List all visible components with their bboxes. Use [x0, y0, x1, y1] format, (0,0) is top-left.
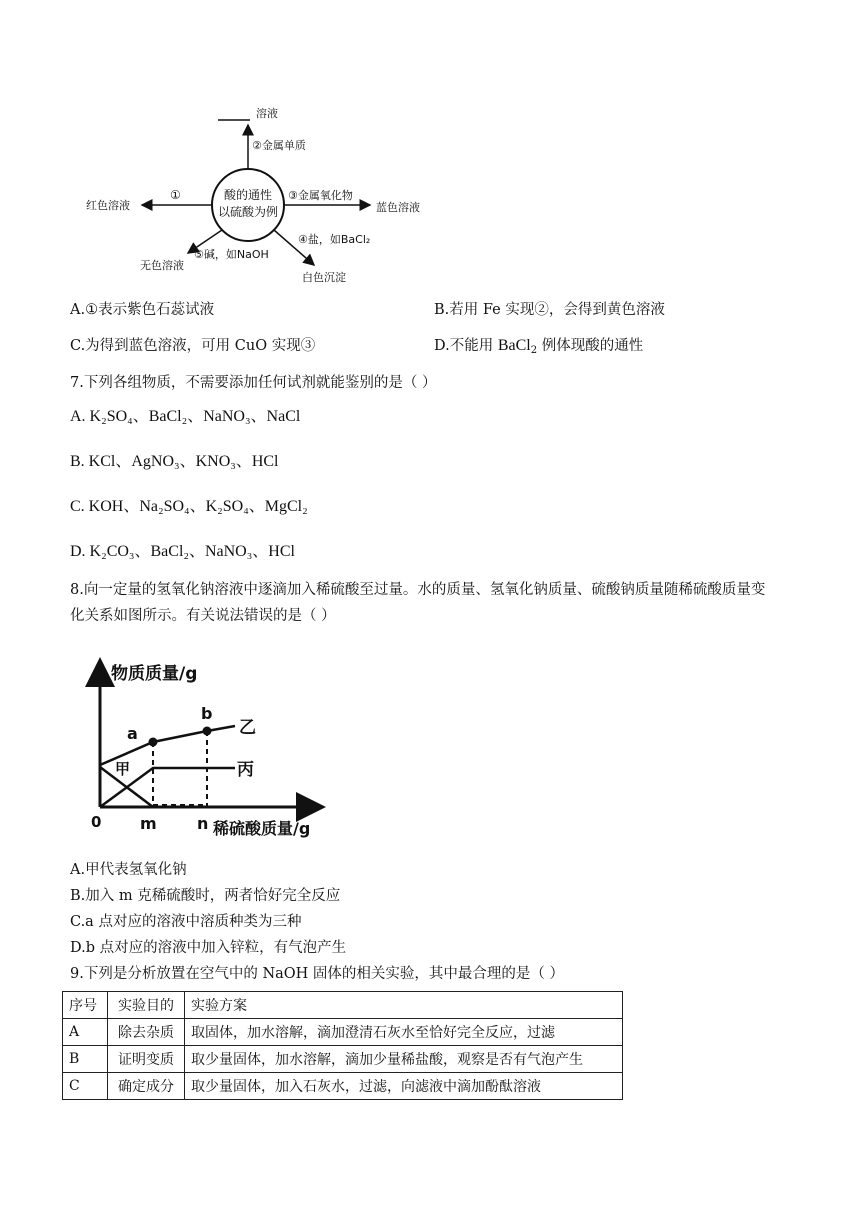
q8-stem-line2: 化关系如图所示。有关说法错误的是（ ）: [70, 608, 336, 624]
origin-label: 0: [91, 813, 102, 831]
table-row: [63, 1046, 623, 1073]
row-plan: 取少量固体，加入石灰水，过滤，向滤液中滴加酚酞溶液: [185, 1073, 623, 1100]
left-label: ①: [170, 188, 181, 202]
q6-option-d-prefix: D.不能用: [434, 338, 498, 354]
q9-table: [62, 991, 623, 1100]
tick-n: n: [197, 814, 209, 833]
q6-option-b: B.若用 Fe 实现②，会得到黄色溶液: [434, 302, 665, 318]
lower-left-end-text: 无色溶液: [140, 259, 184, 272]
series-yi-label: 乙: [239, 718, 256, 738]
right-end-text: 蓝色溶液: [376, 201, 420, 214]
q6-option-d-suffix: 例体现酸的通性: [537, 338, 644, 354]
q9-stem: 9.下列是分析放置在空气中的 NaOH 固体的相关实验，其中最合理的是（ ）: [70, 966, 565, 982]
row-purpose: 确定成分: [108, 1073, 185, 1100]
acid-properties-diagram: [70, 95, 460, 290]
row-index: B: [63, 1046, 108, 1073]
top-label: ②金属单质: [252, 139, 306, 152]
row-index: A: [63, 1019, 108, 1046]
row-index: C: [63, 1073, 108, 1100]
header-index: 序号: [63, 992, 108, 1019]
y-axis-label: 物质质量/g: [111, 664, 198, 684]
point-b-label: b: [201, 704, 213, 723]
q8-option-d: D.b 点对应的溶液中加入锌粒，有气泡产生: [70, 940, 347, 956]
point-a-label: a: [127, 724, 138, 743]
q8-chart: [85, 655, 355, 840]
table-header-row: [63, 992, 623, 1019]
q6-option-c: C.为得到蓝色溶液，可用 CuO 实现③: [70, 338, 316, 354]
q6-option-a: A.①表示紫色石蕊试液: [70, 302, 215, 318]
row-purpose: 除去杂质: [108, 1019, 185, 1046]
q7-option-d: D. K₂CO₃、BaCl₂、NaNO₃、HCl: [70, 543, 295, 560]
series-jia-label: 甲: [115, 760, 131, 778]
center-line1: 酸的通性: [223, 188, 273, 202]
q7-option-c: C. KOH、Na₂SO₄、K₂SO₄、MgCl₂: [70, 498, 308, 515]
header-purpose: 实验目的: [108, 992, 185, 1019]
q7-stem: 7.下列各组物质，不需要添加任何试剂就能鉴别的是（ ）: [70, 375, 437, 391]
left-end-text: 红色溶液: [86, 199, 130, 212]
q8-option-a: A.甲代表氢氧化钠: [70, 862, 187, 878]
q6-option-d-sub: 2: [530, 345, 538, 356]
q8-stem-line1: 8.向一定量的氢氧化钠溶液中逐滴加入稀硫酸至过量。水的质量、氢氧化钠质量、硫酸钠质量随稀硫酸质量变: [70, 582, 766, 598]
q7-option-a: A. K₂SO₄、BaCl₂、NaNO₃、NaCl: [70, 408, 301, 425]
lower-right-end-text: 白色沉淀: [302, 271, 346, 284]
row-purpose: 证明变质: [108, 1046, 185, 1073]
table-row: [63, 1073, 623, 1100]
q8-option-c: C.a 点对应的溶液中溶质种类为三种: [70, 914, 302, 930]
row-plan: 取少量固体，加水溶解，滴加少量稀盐酸，观察是否有气泡产生: [185, 1046, 623, 1073]
lower-right-label: ④盐，如BaCl₂: [298, 233, 371, 246]
q6-option-d-formula: BaCl: [497, 337, 531, 354]
header-plan: 实验方案: [185, 992, 623, 1019]
row-plan: 取固体，加水溶解，滴加澄清石灰水至恰好完全反应，过滤: [185, 1019, 623, 1046]
table-row: [63, 1019, 623, 1046]
q7-option-b: B. KCl、AgNO₃、KNO₃、HCl: [70, 453, 279, 470]
q6-option-d: [434, 336, 643, 356]
lower-left-label: ⑤碱，如NaOH: [194, 248, 269, 261]
top-end-text: 溶液: [256, 107, 278, 120]
tick-m: m: [140, 814, 157, 833]
x-axis-label: 稀硫酸质量/g: [213, 819, 311, 838]
center-line2: 以硫酸为例: [217, 205, 279, 219]
q8-option-b: B.加入 m 克稀硫酸时，两者恰好完全反应: [70, 888, 341, 904]
right-label: ③金属氧化物: [288, 189, 353, 202]
series-bing-label: 丙: [237, 760, 254, 780]
